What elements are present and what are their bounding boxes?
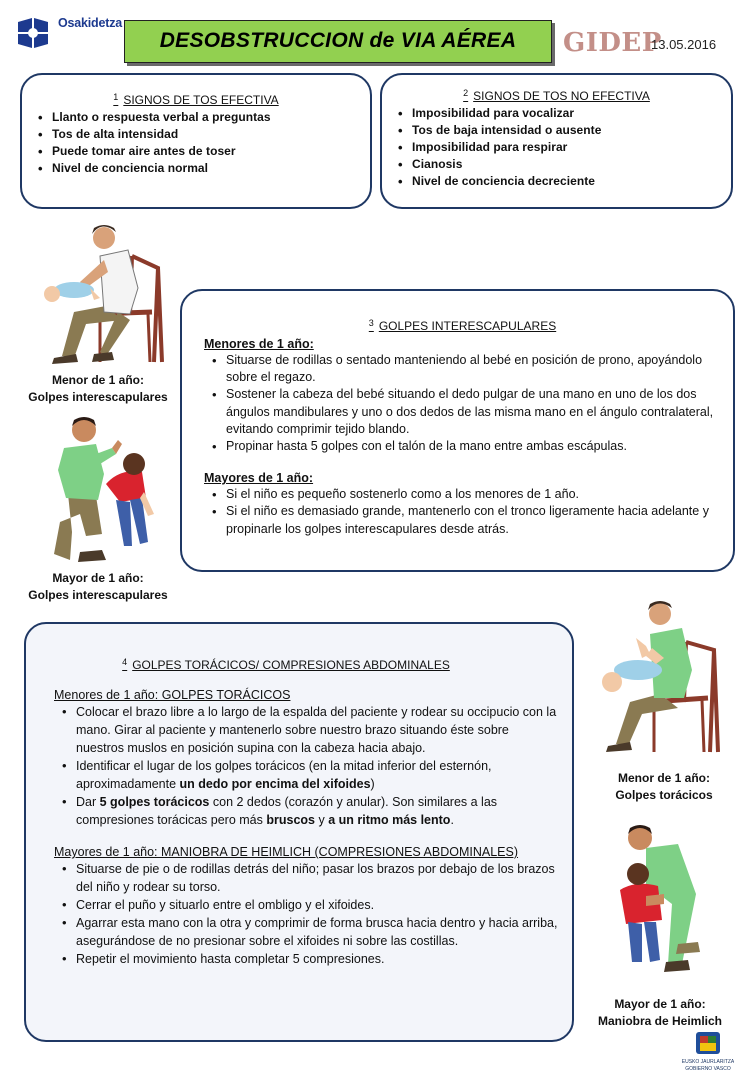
list-item: • Cerrar el puño y situarlo entre el ombligo y el xifoides. [54, 896, 558, 914]
list-item: • Puede tomar aire antes de toser [30, 143, 362, 160]
section-title-text: GOLPES TORÁCICOS/ COMPRESIONES ABDOMINALES [132, 658, 450, 672]
over-one-list [54, 860, 558, 968]
page-title-banner [124, 20, 552, 63]
section-number: 4 [122, 657, 128, 667]
over-one-heading: Mayores de 1 año: [204, 471, 314, 486]
caption-line: Maniobra de Heimlich [597, 1014, 723, 1028]
list-item [54, 757, 558, 793]
item-text: con 2 dedos (corazón y anular). Son similares a las compresiones torácicas pero más [76, 795, 498, 827]
caption-line: Menor de 1 año: [51, 373, 144, 387]
child-heimlich-illustration [606, 824, 706, 974]
item-text: y [315, 813, 329, 827]
caption-line: Mayor de 1 año: [52, 571, 144, 585]
section-title-text: GOLPES INTERESCAPULARES [378, 319, 557, 333]
brand-logo-text: GIDEP [563, 28, 662, 58]
section-title-text: SIGNOS DE TOS NO EFECTIVA [473, 89, 650, 103]
list-item [54, 793, 558, 829]
list-item [54, 703, 558, 757]
caption-line: Mayor de 1 año: [614, 997, 706, 1011]
list-item: • Nivel de conciencia decreciente [390, 173, 723, 190]
list-item: • Si el niño es demasiado grande, mantenerlo con el tronco ligeramente hacia adelante y propinarle los golpes interescapulares desde atrás. [204, 503, 721, 537]
ineffective-cough-title [390, 89, 723, 103]
infant-back-blows-caption [8, 372, 188, 406]
document-date: 13.05.2016 [651, 37, 717, 52]
seal-text-line: GOBIERNO VASCO [685, 1066, 731, 1072]
caption-line: Menor de 1 año: [617, 771, 710, 785]
caption-line: Golpes interescapulares [28, 588, 168, 602]
over-one-heading: Mayores de 1 año: MANIOBRA DE HEIMLICH (COMPRESIONES ABDOMINALES) [54, 845, 519, 859]
effective-cough-title [30, 93, 362, 107]
list-item: • Imposibilidad para vocalizar [390, 105, 723, 122]
item-emphasis: un dedo por encima del xifoides [179, 777, 371, 791]
list-item: • Situarse de rodillas o sentado manteniendo al bebé en posición de prono, apoyándolo sobre el regazo. [204, 352, 721, 386]
under-one-heading: Menores de 1 año: GOLPES TORÁCICOS [54, 688, 291, 702]
section-number: 1 [113, 92, 119, 102]
back-blows-title [204, 319, 721, 333]
caption-line: Golpes torácicos [615, 788, 713, 802]
ineffective-cough-list [390, 105, 723, 190]
section-number: 3 [368, 318, 374, 328]
item-emphasis: bruscos [266, 813, 315, 827]
under-one-heading: Menores de 1 año: [204, 337, 314, 351]
thrusts-title [14, 658, 558, 672]
item-text: Dar [76, 795, 100, 809]
infant-chest-thrusts-illustration [590, 598, 720, 758]
org-name: Osakidetza [58, 16, 123, 30]
thrusts-box [24, 622, 574, 1042]
item-text: ) [370, 777, 375, 791]
list-item: • Nivel de conciencia normal [30, 160, 362, 177]
list-item: • Si el niño es pequeño sostenerlo como a los menores de 1 año. [204, 486, 721, 503]
effective-cough-list [30, 109, 362, 177]
list-item: • Llanto o respuesta verbal a preguntas [30, 109, 362, 126]
section-title-text: SIGNOS DE TOS EFECTIVA [123, 93, 279, 107]
basque-government-seal-icon [682, 1030, 734, 1074]
section-number: 2 [463, 88, 469, 98]
list-item: • Sostener la cabeza del bebé situando el dedo pulgar de una mano en uno de los dos ángulos mandibulares y uno o dos dedos de las misma mano en el ángulo contralateral, evitando comprimir tejido blando. [204, 386, 721, 438]
item-text: Colocar el brazo libre a lo largo de la espalda del paciente y rodear su occipucio con la mano. Girar al paciente y mantenerlo sobre nuestro brazo situando éste sobre nuestros muslos en posición supina con la cabeza hacia abajo. [76, 705, 557, 755]
list-item: • Situarse de pie o de rodillas detrás del niño; pasar los brazos por debajo de los brazos del niño y rodear su torso. [54, 860, 558, 896]
list-item: • Tos de baja intensidad o ausente [390, 122, 723, 139]
list-item: • Imposibilidad para respirar [390, 139, 723, 156]
page-title: DESOBSTRUCCION de VIA AÉREA [159, 29, 517, 52]
osakidetza-logo-icon [14, 14, 52, 52]
infant-back-blows-illustration [34, 216, 164, 368]
item-emphasis: a un ritmo más lento [328, 813, 451, 827]
item-emphasis: 5 golpes torácicos [99, 795, 210, 809]
list-item: • Agarrar esta mano con la otra y comprimir de forma brusca hacia dentro y hacia arriba, asegurándose de no presionar sobre el xifoides ni sobre las costillas. [54, 914, 558, 950]
osakidetza-logo [14, 14, 134, 54]
list-item: • Repetir el movimiento hasta completar 5 compresiones. [54, 950, 558, 968]
caption-line: Golpes interescapulares [28, 390, 168, 404]
back-blows-box [180, 289, 735, 572]
under-one-list [204, 352, 721, 455]
item-text: . [450, 813, 454, 827]
infant-chest-thrusts-caption [574, 770, 749, 804]
over-one-list [204, 486, 721, 538]
list-item: • Cianosis [390, 156, 723, 173]
effective-cough-box [20, 73, 372, 209]
child-back-blows-illustration [50, 414, 160, 564]
ineffective-cough-box [380, 73, 733, 209]
child-back-blows-caption [8, 570, 188, 604]
list-item: • Propinar hasta 5 golpes con el talón de la mano entre ambas escápulas. [204, 438, 721, 455]
item-text: Identificar el lugar de los golpes torácicos (en la mitad inferior del esternón, aproximadamente [76, 759, 492, 791]
seal-text-line: EUSKO JAURLARITZA [682, 1059, 734, 1065]
under-one-list [54, 703, 558, 829]
list-item: • Tos de alta intensidad [30, 126, 362, 143]
child-heimlich-caption [570, 996, 749, 1030]
